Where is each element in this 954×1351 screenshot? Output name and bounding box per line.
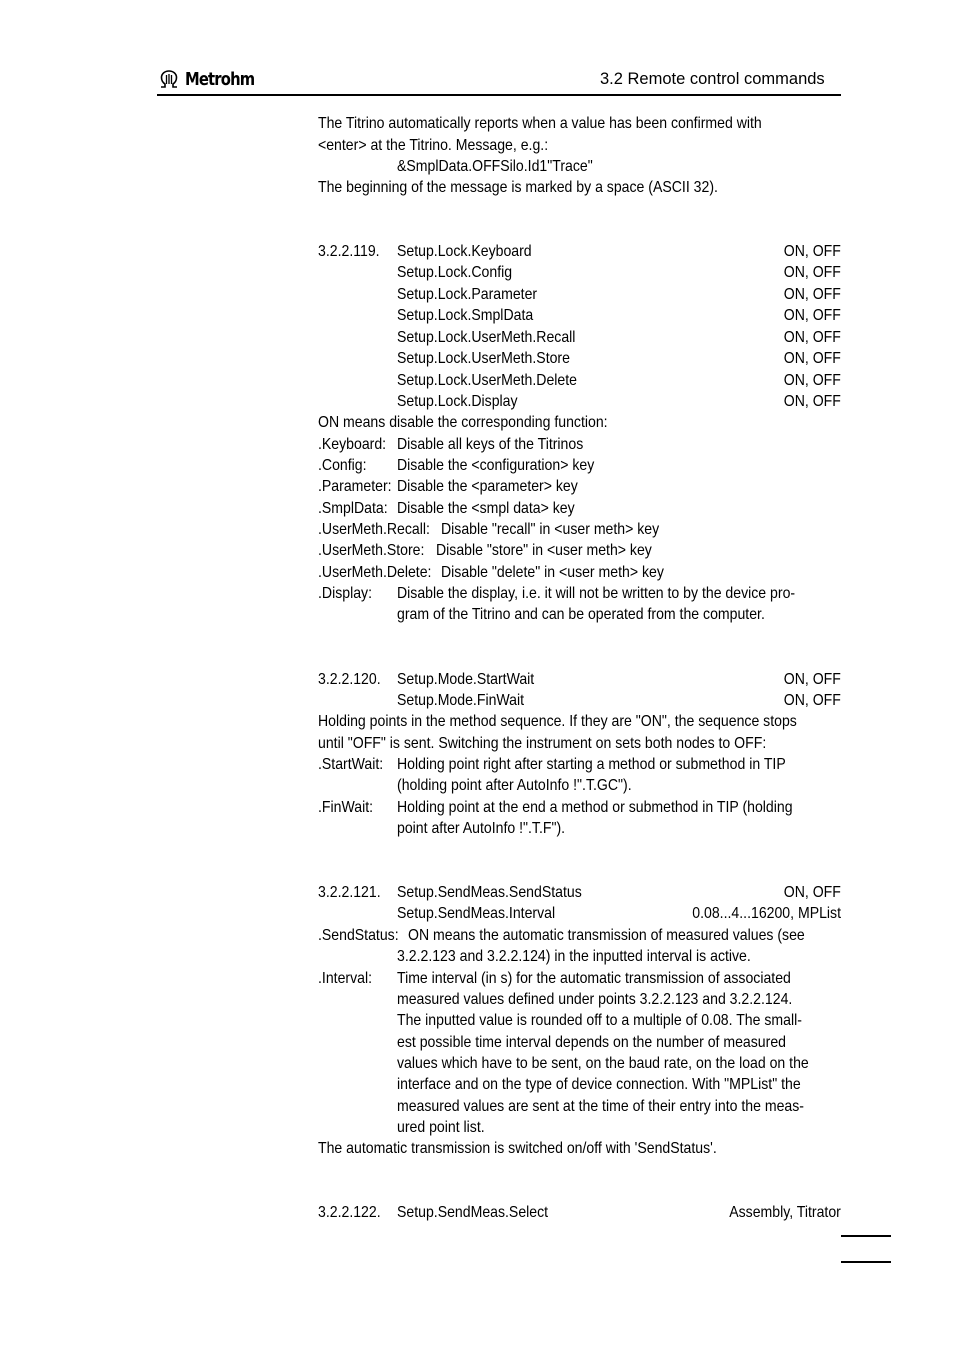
header-rule — [157, 94, 841, 96]
item-term: .UserMeth.Delete: — [318, 564, 432, 581]
command-name: Setup.Lock.Keyboard — [397, 243, 532, 260]
command-values: ON, OFF — [783, 329, 841, 346]
command-name: Setup.Mode.FinWait — [397, 692, 525, 709]
intro-line-4: The beginning of the message is marked by a space (ASCII 32). — [318, 179, 718, 196]
section-number: 3.2.2.119. — [318, 243, 380, 260]
intro-example: &SmplData.OFFSilo.Id1"Trace" — [397, 158, 593, 175]
item-text-cont: point after AutoInfo !".T.F"). — [397, 820, 566, 837]
item-text-cont: (holding point after AutoInfo !".T.GC"). — [397, 777, 632, 794]
item-text: Disable all keys of the Titrinos — [397, 436, 584, 453]
command-values: ON, OFF — [783, 264, 841, 281]
logo-text: Metrohm — [185, 68, 255, 90]
item-term: .UserMeth.Recall: — [318, 521, 430, 538]
item-term: .Config: — [318, 457, 367, 474]
item-term: .SmplData: — [318, 500, 388, 517]
command-name: Setup.Mode.StartWait — [397, 671, 535, 688]
command-name: Setup.Lock.Display — [397, 393, 518, 410]
item-term: .Keyboard: — [318, 436, 387, 453]
item-term: .StartWait: — [318, 756, 384, 773]
command-values: ON, OFF — [783, 884, 841, 901]
command-values: ON, OFF — [783, 393, 841, 410]
section-number: 3.2.2.120. — [318, 671, 381, 688]
command-name: Setup.Lock.SmplData — [397, 307, 534, 324]
item-text-cont: values which have to be sent, on the baud rate, on the load on the — [397, 1055, 809, 1072]
command-values: ON, OFF — [783, 307, 841, 324]
item-term: .UserMeth.Store: — [318, 542, 425, 559]
command-values: Assembly, Titrator — [729, 1204, 841, 1221]
description: The automatic transmission is switched on/off with 'SendStatus'. — [318, 1140, 717, 1157]
command-values: ON, OFF — [783, 372, 841, 389]
intro-line-1: The Titrino automatically reports when a value has been confirmed with — [318, 115, 762, 132]
intro-line-2: <enter> at the Titrino. Message, e.g.: — [318, 137, 549, 154]
item-text-cont: measured values are sent at the time of their entry into the meas- — [397, 1098, 804, 1115]
item-term: .Parameter: — [318, 478, 392, 495]
item-text: Disable "store" in <user meth> key — [436, 542, 652, 559]
description: Holding points in the method sequence. If they are "ON", the sequence stops — [318, 713, 797, 730]
item-text-cont: ured point list. — [397, 1119, 485, 1136]
section-title: 3.2 Remote control commands — [600, 70, 825, 88]
item-text-cont: The inputted value is rounded off to a multiple of 0.08. The small- — [397, 1012, 802, 1029]
item-term: .SendStatus: — [318, 927, 399, 944]
item-text: Time interval (in s) for the automatic transmission of associated — [397, 970, 791, 987]
item-text-cont: measured values defined under points 3.2.2.123 and 3.2.2.124. — [397, 991, 793, 1008]
section-number: 3.2.2.122. — [318, 1204, 381, 1221]
item-text-cont: interface and on the type of device connection. With "MPList" the — [397, 1076, 801, 1093]
metrohm-logo — [158, 66, 270, 92]
command-values: ON, OFF — [783, 286, 841, 303]
page-number-rule-bottom — [841, 1261, 891, 1263]
command-values: ON, OFF — [783, 243, 841, 260]
item-text-cont: est possible time interval depends on the number of measured — [397, 1034, 786, 1051]
command-name: Setup.SendMeas.Select — [397, 1204, 549, 1221]
item-text-cont: 3.2.2.123 and 3.2.2.124) in the inputted interval is active. — [397, 948, 751, 965]
description: ON means disable the corresponding function: — [318, 414, 608, 431]
command-name: Setup.SendMeas.SendStatus — [397, 884, 582, 901]
command-name: Setup.Lock.UserMeth.Store — [397, 350, 570, 367]
section-number: 3.2.2.121. — [318, 884, 381, 901]
page-number-rule-top — [841, 1235, 891, 1237]
item-text: Disable the <configuration> key — [397, 457, 595, 474]
item-term: .Interval: — [318, 970, 372, 987]
item-text: Disable the display, i.e. it will not be written to by the device pro- — [397, 585, 796, 602]
command-name: Setup.Lock.Parameter — [397, 286, 538, 303]
item-text: Holding point right after starting a method or submethod in TIP — [397, 756, 786, 773]
command-values: ON, OFF — [783, 350, 841, 367]
command-values: 0.08...4...16200, MPList — [692, 905, 841, 922]
command-name: Setup.SendMeas.Interval — [397, 905, 556, 922]
omega-logo-icon — [158, 69, 180, 89]
item-text: ON means the automatic transmission of measured values (see — [408, 927, 805, 944]
command-name: Setup.Lock.Config — [397, 264, 513, 281]
command-values: ON, OFF — [783, 692, 841, 709]
item-text: Disable "recall" in <user meth> key — [441, 521, 660, 538]
item-term: .FinWait: — [318, 799, 374, 816]
item-text-cont: gram of the Titrino and can be operated from the computer. — [397, 606, 765, 623]
item-text: Disable "delete" in <user meth> key — [441, 564, 664, 581]
item-text: Disable the <smpl data> key — [397, 500, 575, 517]
item-text: Holding point at the end a method or submethod in TIP (holding — [397, 799, 793, 816]
command-values: ON, OFF — [783, 671, 841, 688]
item-term: .Display: — [318, 585, 372, 602]
command-name: Setup.Lock.UserMeth.Recall — [397, 329, 576, 346]
command-name: Setup.Lock.UserMeth.Delete — [397, 372, 578, 389]
item-text: Disable the <parameter> key — [397, 478, 578, 495]
description: until "OFF" is sent. Switching the instrument on sets both nodes to OFF: — [318, 735, 767, 752]
